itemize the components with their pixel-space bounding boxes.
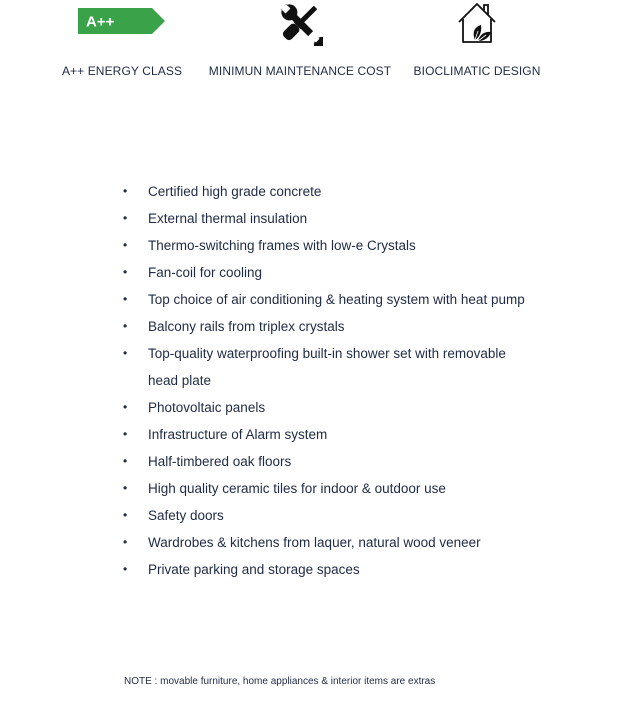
list-item: • Fan-coil for cooling [118,259,578,286]
list-item: • External thermal insulation [118,205,578,232]
bullet-icon: • [123,265,128,279]
bullet-icon: • [123,211,128,225]
list-item: • Wardrobes & kitchens from laquer, natural wood veneer [118,529,578,556]
bullet-icon: • [123,427,128,441]
bullet-icon: • [123,400,128,414]
list-item: • Photovoltaic panels [118,394,578,421]
list-item: • Thermo-switching frames with low-e Crystals [118,232,578,259]
bullet-icon: • [123,481,128,495]
feature-maintenance [208,0,392,78]
bullet-icon: • [123,238,128,252]
list-item: • Balcony rails from triplex crystals [118,313,578,340]
list-item: • Certified high grade concrete [118,178,578,205]
feature-energy-class [62,0,182,78]
bullet-icon: • [123,562,128,576]
list-item: • Top-quality waterproofing built-in shower set with removable head plate [118,340,578,394]
footnote: NOTE : movable furniture, home appliances & interior items are extras [124,676,436,687]
list-item: • Private parking and storage spaces [118,556,578,583]
list-item: • Top choice of air conditioning & heating system with heat pump [118,286,578,313]
wrench-screwdriver-icon [277,0,323,46]
spec-list [118,178,578,583]
energy-badge-text: A++ [86,13,115,31]
bullet-icon: • [123,319,128,333]
bullet-icon: • [123,508,128,522]
bullet-icon: • [123,346,128,360]
energy-class-arrow-icon [78,8,166,34]
feature-bioclimatic [413,0,541,78]
list-item: • Half-timbered oak floors [118,448,578,475]
bioclimatic-label: BIOCLIMATIC DESIGN [413,64,541,78]
list-item: • High quality ceramic tiles for indoor & outdoor use [118,475,578,502]
energy-class-badge [78,0,166,52]
house-leaf-icon [455,0,499,46]
energy-class-label: A++ ENERGY CLASS [61,64,183,78]
bullet-icon: • [123,454,128,468]
bullet-icon: • [123,535,128,549]
bullet-icon: • [123,184,128,198]
list-item: • Safety doors [118,502,578,529]
bullet-icon: • [123,292,128,306]
maintenance-label: MINIMUN MAINTENANCE COST [208,64,392,78]
list-item: • Infrastructure of Alarm system [118,421,578,448]
